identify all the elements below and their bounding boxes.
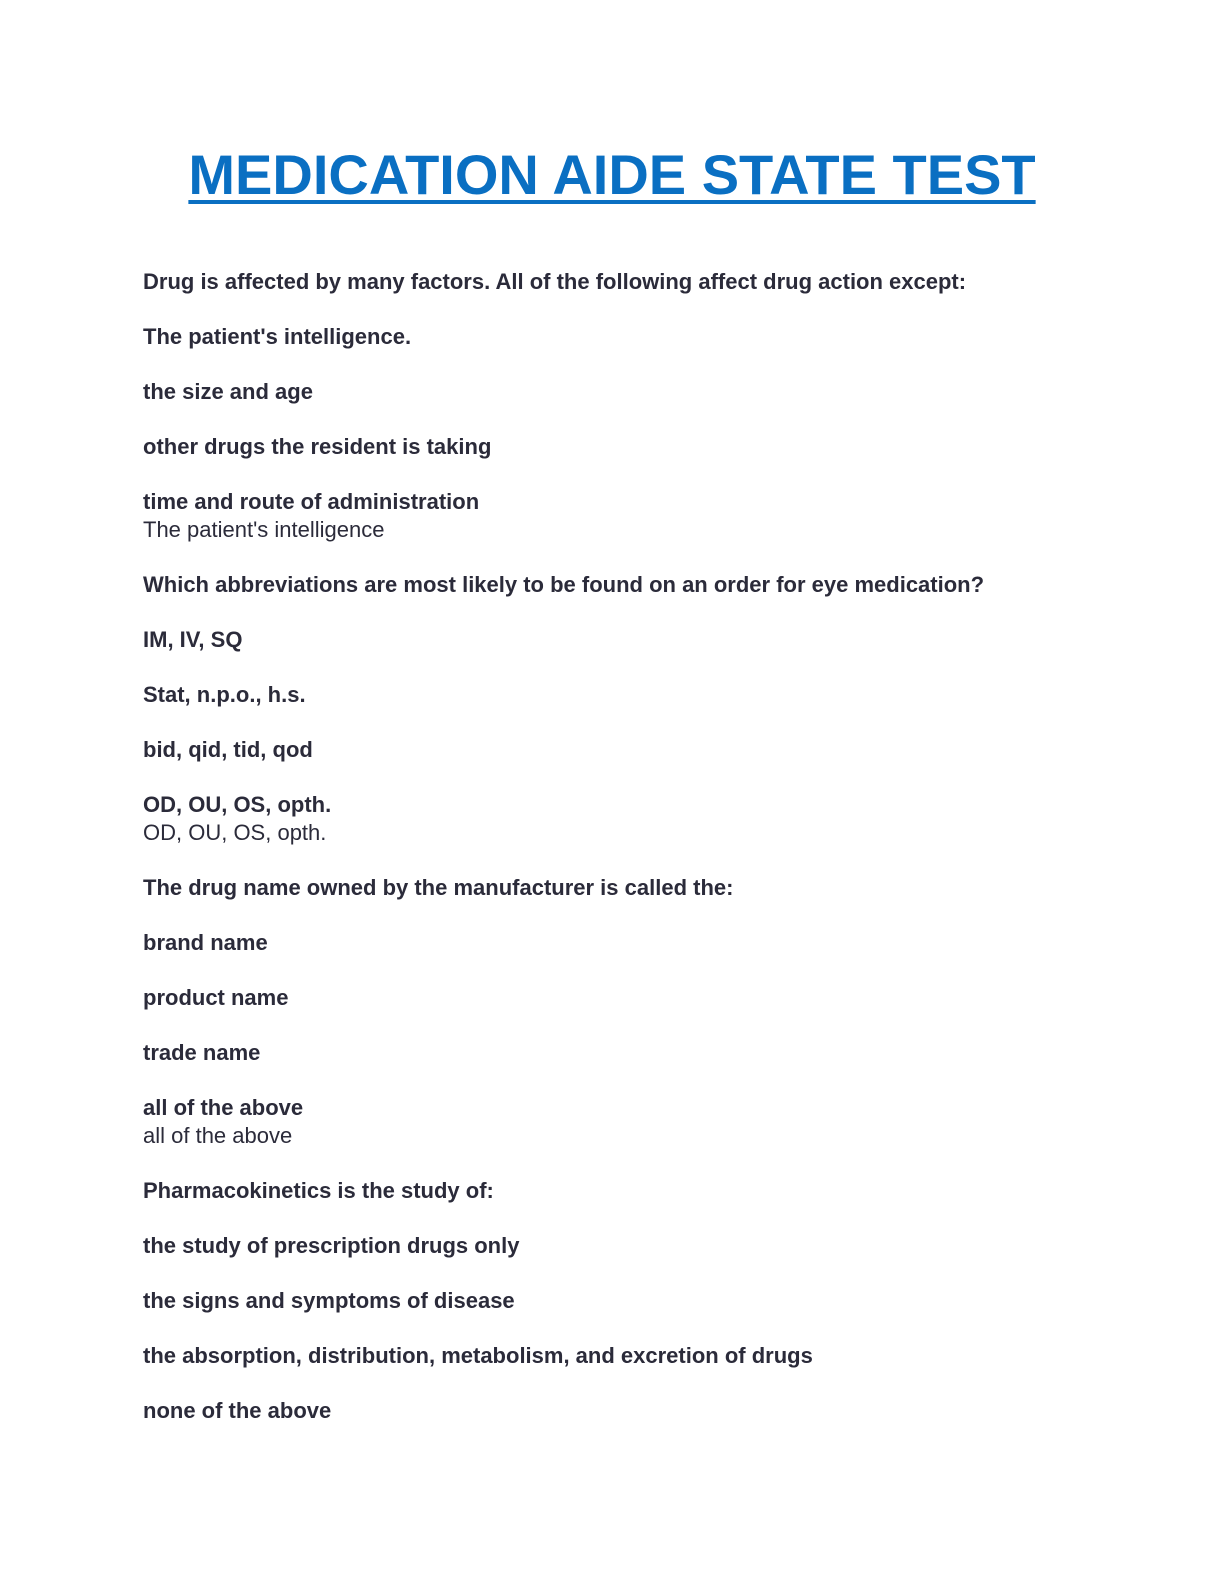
correct-answer: The patient's intelligence — [143, 517, 385, 542]
question-list — [143, 268, 1103, 1452]
correct-answer: all of the above — [143, 1123, 293, 1148]
answer-option: the size and age — [143, 379, 313, 404]
answer-option: the signs and symptoms of disease — [143, 1288, 515, 1313]
question-block — [143, 874, 1103, 1150]
page-title: MEDICATION AIDE STATE TEST — [188, 143, 1036, 206]
answer-option: the absorption, distribution, metabolism, and excretion of drugs — [143, 1343, 813, 1368]
answer-option: Stat, n.p.o., h.s. — [143, 682, 306, 707]
answer-option: other drugs the resident is taking — [143, 434, 492, 459]
correct-answer: OD, OU, OS, opth. — [143, 820, 327, 845]
answer-option: time and route of administration — [143, 489, 480, 514]
question-text: Pharmacokinetics is the study of: — [143, 1178, 494, 1203]
question-text: Drug is affected by many factors. All of the following affect drug action except: — [143, 269, 967, 294]
question-block — [143, 1177, 1103, 1425]
answer-option: brand name — [143, 930, 268, 955]
answer-option: all of the above — [143, 1095, 304, 1120]
answer-option: bid, qid, tid, qod — [143, 737, 313, 762]
question-block — [143, 571, 1103, 847]
answer-option: product name — [143, 985, 289, 1010]
answer-option: IM, IV, SQ — [143, 627, 243, 652]
answer-option: the study of prescription drugs only — [143, 1233, 520, 1258]
answer-option: trade name — [143, 1040, 261, 1065]
question-text: Which abbreviations are most likely to be found on an order for eye medication? — [143, 572, 985, 597]
question-block — [143, 268, 1103, 544]
answer-option: none of the above — [143, 1398, 332, 1423]
answer-option: The patient's intelligence. — [143, 324, 412, 349]
question-text: The drug name owned by the manufacturer is called the: — [143, 875, 734, 900]
answer-option: OD, OU, OS, opth. — [143, 792, 332, 817]
